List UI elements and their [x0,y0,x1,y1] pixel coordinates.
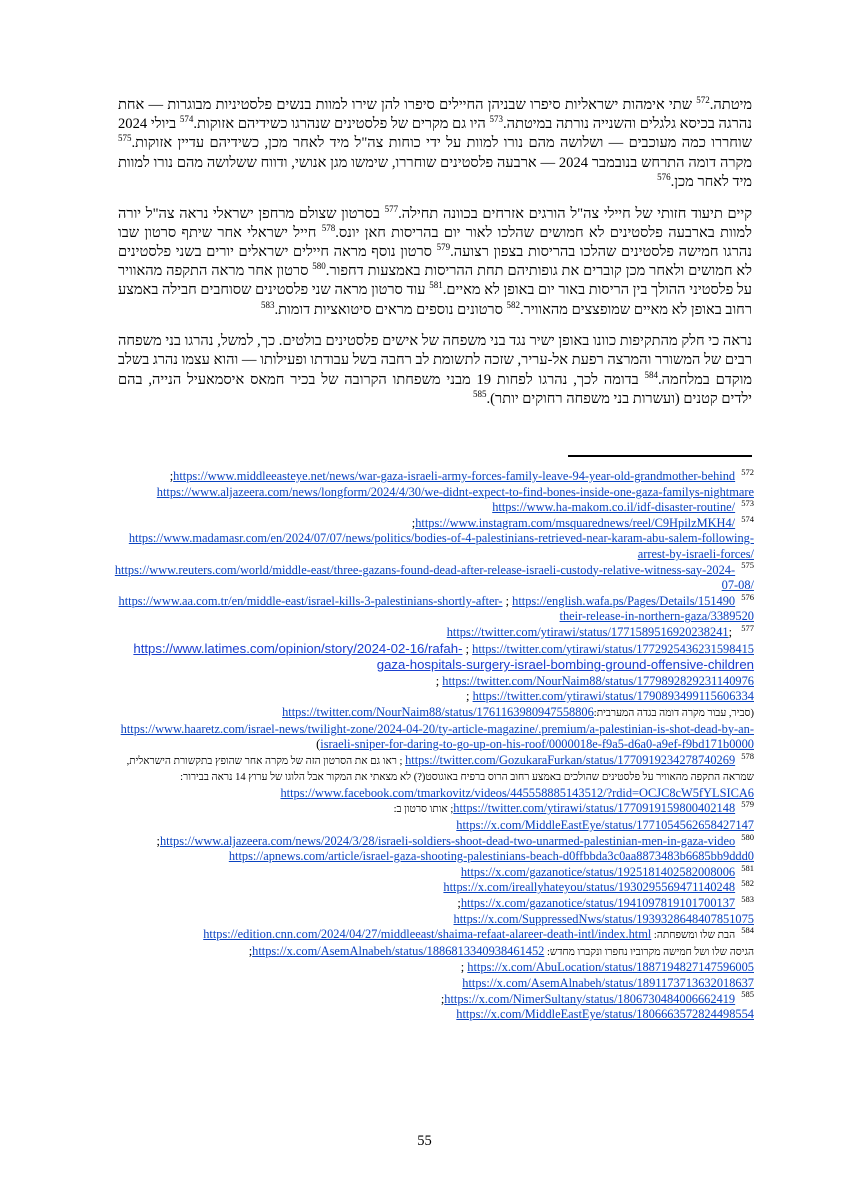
text-run: מקרה דומה התרחש בנובמבר 2024 — ארבעה פלסטינים שוחררו, שימשו מגן אנושי, ודווח ששלושה מהם נורו למוות מיד לאחר מכן. [118,154,752,190]
footnote-note: ; אותו סרטון ב: [393,804,454,816]
footnote-number: 583 [741,893,754,904]
footnote-link[interactable]: https://twitter.com/ytirawi/status/1790893499115606334 [472,689,754,704]
footnote-link[interactable]: https://www.aljazeera.com/news/2024/3/28/israeli-soldiers-shoot-dead-two-unarmed-palestinian-men-in-gaza-video [159,833,736,848]
footnote-separator [568,455,752,457]
text-run: עוד סרטון מראה שני פלסטינים שסוחבים חבילה באמצע רחוב באופן לא מאיים שמופצצים מהאוויר. [118,282,752,318]
footnote-number: 578 [741,750,754,761]
footnote-link[interactable]: https://x.com/SuppressedNws/status/1939328648407851075 [453,911,754,926]
footnote-ref[interactable]: 573 [489,114,504,125]
separator-text: ; [462,641,473,656]
footnote-link[interactable]: https://twitter.com/NourNaim88/status/1779892829231140976 [442,673,754,688]
footnote-link[interactable]: https://twitter.com/GozukaraFurkan/status/1770919234278740269 [405,752,736,767]
footnote-link[interactable]: https://x.com/gazanotice/status/1941097819101700137 [460,896,736,911]
main-body [118,96,752,422]
footnote-link[interactable]: https://www.haaretz.com/israel-news/twilight-zone/2024-04-20/ty-article-magazine/.premium/a-palestinian-is-shot-dead-by-an-israeli-sniper-for-daring-to-go-up-on-his-roof/0000018e-f9a5-d6a0-a9ef-f9bd171b0000 [120,721,754,752]
footnote-581 [112,862,754,881]
separator-text: ; [502,593,513,608]
paragraph-1 [118,96,752,192]
footnote-number: 574 [741,513,754,524]
footnote-number: 582 [741,878,754,889]
footnote-ref[interactable]: 580 [312,261,326,272]
footnote-ref[interactable]: 572 [696,95,710,106]
footnote-584: $^{584}$ הבת שלו ומשפחתה: https://edition.cnn.com/2024/04/27/middleeast/shaima-refaat-alareer-death-intl/index.html הגיסה שלו ושל חמישה מקרוביו נחפרו ונקברו מחדש: https://x.com/AsemAlnabeh/status/1886813340938461452 ; https://x.com/AbuLocation/status/1887194827147596005 ; https://x.com/AsemAlnabeh/status/1891173713632018637 [203,925,754,990]
footnote-link[interactable]: https://twitter.com/ytirawi/status/1770919159800402148 [453,801,736,816]
footnote-note: הגיסה שלו ושל חמישה מקרוביו נחפרו ונקברו מחדש: [544,946,754,958]
footnote-note: ; ראו גם את הסרטון הזה של מקרה אחר שהופץ בתקשורת הישראלית, שמראה התקפה מהאוויר על פלסטינים שהולכים באמצע רחוב הרוס ברפיח באוגוסט(?) לא מצאתי את המקור אבל הלוגו של ערוץ 14 נראה בבירור: [126,755,754,784]
footnote-number: 577 [741,622,754,633]
footnote-number: 576 [741,591,754,602]
footnote-link[interactable]: https://x.com/AsemAlnabeh/status/1886813340938461452 [252,943,545,958]
footnote-link[interactable]: https://www.aljazeera.com/news/longform/2024/4/30/we-didnt-expect-to-find-bones-inside-one-gaza-familys-nightmare [156,484,754,499]
footnote-number: 580 [741,831,754,842]
footnote-link[interactable]: https://x.com/NimerSultany/status/1806730484006662419 [444,991,736,1006]
footnote-link[interactable]: https://apnews.com/article/israel-gaza-shooting-palestinians-beach-d0ffbbda3c0aa8873483b6685bb9ddd0 [228,849,754,864]
separator-text: ; [245,943,253,958]
text-run: בדומה לכך, נהרגו לפחות 19 מבני משפחתו הקרובה של בכיר חמאס איסמאעיל הנייה, בהם ילדים קטנים (ועשרות בני משפחה רחוקים יותר). [118,371,752,407]
footnote-ref[interactable]: 577 [384,203,399,214]
footnote-link[interactable]: https://www.facebook.com/tmarkovitz/videos/445558885143512/?rdid=OCJC8cW5fYLSICA6 [280,785,754,800]
footnote-number: 579 [741,799,754,810]
separator-text: ; [728,624,736,639]
footnote-579 [112,801,754,833]
footnote-number: 575 [741,560,754,571]
footnote-link[interactable]: https://x.com/MiddleEastEye/status/1771054562658427147 [456,818,754,833]
footnote-ref[interactable]: 576 [657,171,671,182]
footnote-note: הבת שלו ומשפחתה: [651,930,736,942]
separator-text: ; [408,515,416,530]
footnote-583 [112,893,754,927]
footnote-ref[interactable]: 579 [436,242,451,253]
footnote-link[interactable]: https://twitter.com/ytirawi/status/1772925436231598415 [472,641,754,656]
footnote-link[interactable]: https://x.com/AbuLocation/status/1887194827147596005 [467,960,754,975]
text-run: שתי אימהות ישראליות סיפרו שבניהן החיילים סיפרו להן שירו למוות בנשים פלסטיניות מבוגרות — אחת נהרגה בכיסא גלגלים והשנייה נורתה במיטתה. [118,97,752,133]
footnote-link[interactable]: https://www.ha-makom.co.il/idf-disaster-routine/ [492,500,736,515]
footnote-link[interactable]: https://x.com/gazanotice/status/1925181402582008006 [460,864,736,879]
separator-text: ; [454,896,461,911]
footnote-ref[interactable]: 575 [118,133,132,144]
footnote-ref[interactable]: 583 [260,299,275,310]
text-run: ביולי 2024 שוחררו כמה מעוכבים — ושלושה מהם נורו למוות על ידי כוחות צה"ל מיד לאחר מכן, כשידיהם עדיין אזוקות. [118,116,752,152]
footnote-link[interactable]: https://www.reuters.com/world/middle-east/three-gazans-found-dead-after-release-israeli-custody-relative-witness-say-2024-07-08/ [114,562,754,593]
footnote-ref[interactable]: 574 [179,114,194,125]
separator-text: ; [153,833,160,848]
footnote-ref[interactable]: 581 [429,280,443,291]
text-run: סרטון נוסף מראה חיילים ישראלים יורים בשני פלסטינים לא חמושים ולאחר מכן קוברים את גופותיהם תחת ההריסות באמצעות דחפור. [118,243,752,280]
text-run: נראה כי חלק מהתקיפות כוונו באופן ישיר נגד בני משפחה של אישים פלסטינים בולטים. כך, למשל, נהרגו בני משפחה רבים של המשורר והמרצה רפעת אל-עריר, שזכה לתשומת לב רחבה בשל עבודתו ופעילותו — והוא עצמו נהרג בשלב מוקדם במלחמה. [118,333,753,388]
footnote-link[interactable]: https://x.com/ireallyhateyou/status/1930295569471140248 [443,880,736,895]
footnote-577 [112,622,754,641]
text-run: חייל ישראלי אחר שיתף סרטון שבו נהרגו חמישה פלסטינים שהלכו בהריסות בצפון רצועה. [118,224,752,260]
footnote-link[interactable]: https://edition.cnn.com/2024/04/27/middleeast/shaima-refaat-alareer-death-intl/index.html [203,927,652,942]
footnote-582 [112,880,754,896]
footnote-number: 584 [741,925,754,936]
separator-text: ; [166,469,174,483]
page-number: 55 [417,1133,432,1149]
footnote-ref[interactable]: 584 [644,369,658,380]
footnote-link[interactable]: https://twitter.com/NourNaim88/status/1761163980947558806 [282,704,594,719]
footnote-link[interactable]: https://www.middleeasteye.net/news/war-gaza-israeli-army-forces-family-leave-94-year-old-grandmother-behind [173,469,736,483]
footnote-link[interactable]: https://twitter.com/ytirawi/status/1771589516920238241 [446,624,729,639]
footnote-link[interactable]: https://www.aa.com.tr/en/middle-east/israel-kills-3-palestinians-shortly-after-their-release-in-northern-gaza/3389520 [118,593,754,624]
footnote-link[interactable]: https://www.instagram.com/msquarednews/reel/C9HpilzMKH4/ [415,515,736,530]
footnote-note: (סביר, עבור מקרה דומה בגדה המערבית: [593,707,754,719]
separator-text: ; [437,991,445,1006]
text-run: סרטונים נוספים מראים סיטואציות דומות. [274,301,507,318]
footnote-580 [112,831,754,865]
paragraph-2 [118,205,752,320]
text-run: סרטון אחר מראה התקפה מהאוויר על פלסטיני ההולך בין הריסות באור יום באופן לא מאיים. [118,263,753,299]
text-run: בסרטון שצולם מרחפן ישראלי נראה צה"ל יורה למוות בארבעה פלסטינים לא חמושים שהלכו לאור יום בהריסות חאן יונס. [118,205,752,241]
footnote-ref[interactable]: 578 [321,222,336,233]
footnote-note: ) [316,737,321,752]
footnote-575 [112,560,754,594]
footnote-number: 572 [741,466,754,477]
footnotes [112,466,754,1023]
footnote-link[interactable]: https://x.com/AsemAlnabeh/status/1891173713632018637 [462,976,754,990]
footnote-number: 585 [741,989,754,1000]
footnote-ref[interactable]: 585 [473,388,487,399]
footnote-576 [112,591,754,625]
footnote-link[interactable]: https://www.latimes.com/opinion/story/2024-02-16/rafah-gaza-hospitals-surgery-israel-bombing-ground-offensive-children [133,640,754,673]
footnote-number: 581 [741,862,754,873]
footnote-572 [112,466,754,500]
footnote-link[interactable]: https://x.com/MiddleEastEye/status/1806663572824498554 [456,1007,754,1022]
footnote-578: https://twitter.com/ytirawi/status/1772925436231598415 ; https://www.latimes.com/opinion/story/2024-02-16/rafah-gaza-hospitals-surgery-israel-bombing-ground-offensive-children https://twitter.com/NourNaim88/status/1779892829231140976 ; https://twitter.com/ytirawi/status/1790893499115606334 ; (סביר, עבור מקרה דומה בגדה המערבית:https://twitter.com/NourNaim88/status/1761163980947558806 https://www.haaretz.com/israel-news/twilight-zone/2024-04-20/ty-article-magazine/.premium/a-palestinian-is-shot-dead-by-an-israeli-sniper-for-daring-to-go-up-on-his-roof/0000018e-f9a5-d6a0-a9ef-f9bd171b0000) $^{578}$ https://twitter.com/GozukaraFurkan/status/1770919234278740269 ; ראו גם את הסרטון הזה של מקרה אחר שהופץ בתקשורת הישראלית, שמראה התקפה מהאוויר על פלסטינים שהולכים באמצע רחוב הרוס ברפיח באוגוסט(?) לא מצאתי את המקור אבל הלוגו של ערוץ 14 נראה בבירור: https://www.facebook.com/tmarkovitz/videos/445558885143512/?rdid=OCJC8cW5fYLSICA6 [120,640,754,800]
text-run: מיטתה. [709,97,752,113]
footnote-585 [112,989,754,1023]
footnote-number: 573 [741,498,754,509]
paragraph-3 [118,332,752,409]
footnote-573 [112,500,754,516]
footnote-ref[interactable]: 582 [506,299,521,310]
footnote-link[interactable]: https://english.wafa.ps/Pages/Details/151490 [512,593,736,608]
footnote-link[interactable]: https://www.madamasr.com/en/2024/07/07/news/politics/bodies-of-4-palestinians-retrieved-near-karam-abu-salem-following-arrest-by-israeli-forces/ [128,531,754,561]
footnote-574 [112,513,754,563]
text-run: קיים תיעוד חזותי של חיילי צה"ל הורגים אזרחים בכוונה תחילה. [398,205,753,222]
text-run: היו גם מקרים של פלסטינים שנהרגו כשידיהם אזוקות. [193,116,490,133]
